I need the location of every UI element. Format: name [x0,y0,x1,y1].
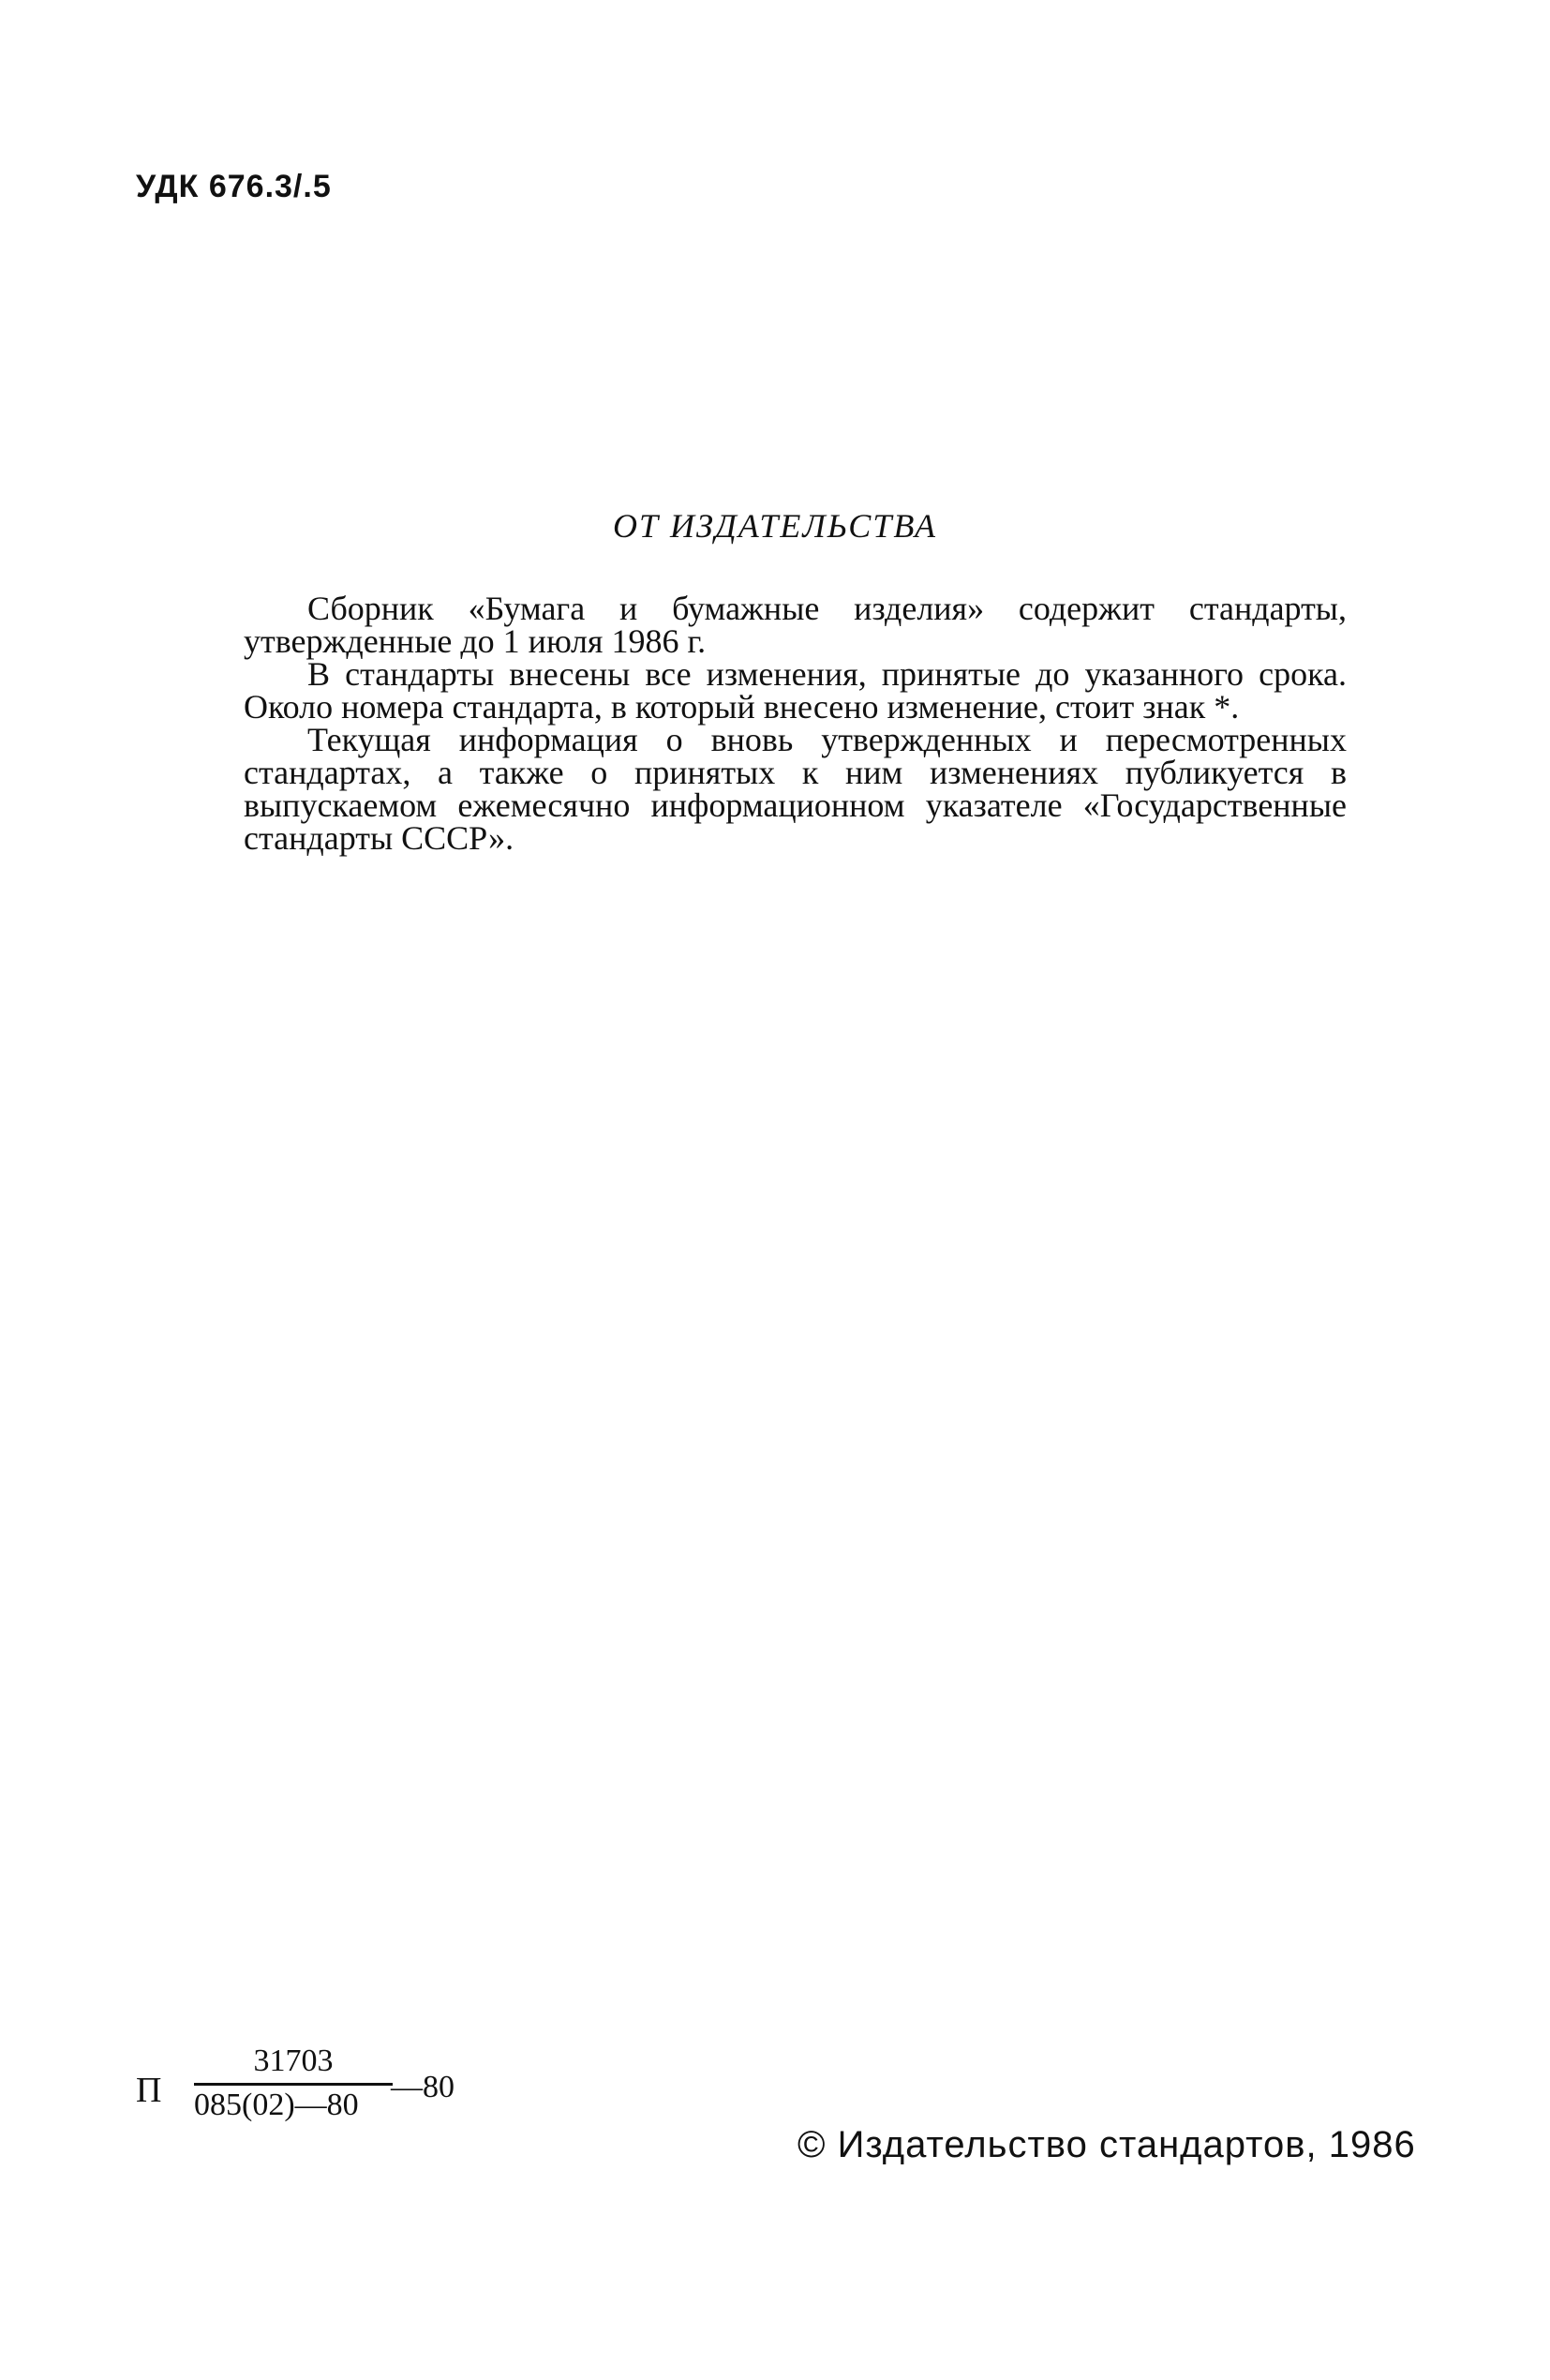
section-title: ОТ ИЗДАТЕЛЬСТВА [613,507,937,545]
paragraph: Текущая информация о вновь утвержденных и пересмотренных стандартах, а также о принятых к ним изменениях публикуется в выпускаемом ежемесячно информационном указателе «Государственные стандарты СССР». [244,721,1347,857]
paragraph: Сборник «Бумага и бумажные изделия» содержит стандарты, утвержденные до 1 июля 1986 г. [244,590,1347,660]
fraction-numerator: 31703 [253,2043,334,2078]
copyright: © Издательство стандартов, 1986 [797,2124,1416,2165]
fraction-bar [194,2083,393,2086]
fraction-denominator: 085(02)—80 [194,2088,359,2122]
udk-code: УДК 676.3/.5 [136,169,332,204]
catalog-fraction [194,2043,393,2123]
index-letter: П [136,2071,162,2110]
paragraph: В стандарты внесены все изменения, принятые до указанного срока. Около номера стандарта, в который внесено изменение, стоит знак *. [244,655,1347,726]
fraction-suffix: —80 [391,2070,455,2104]
publisher-note [244,592,1347,855]
